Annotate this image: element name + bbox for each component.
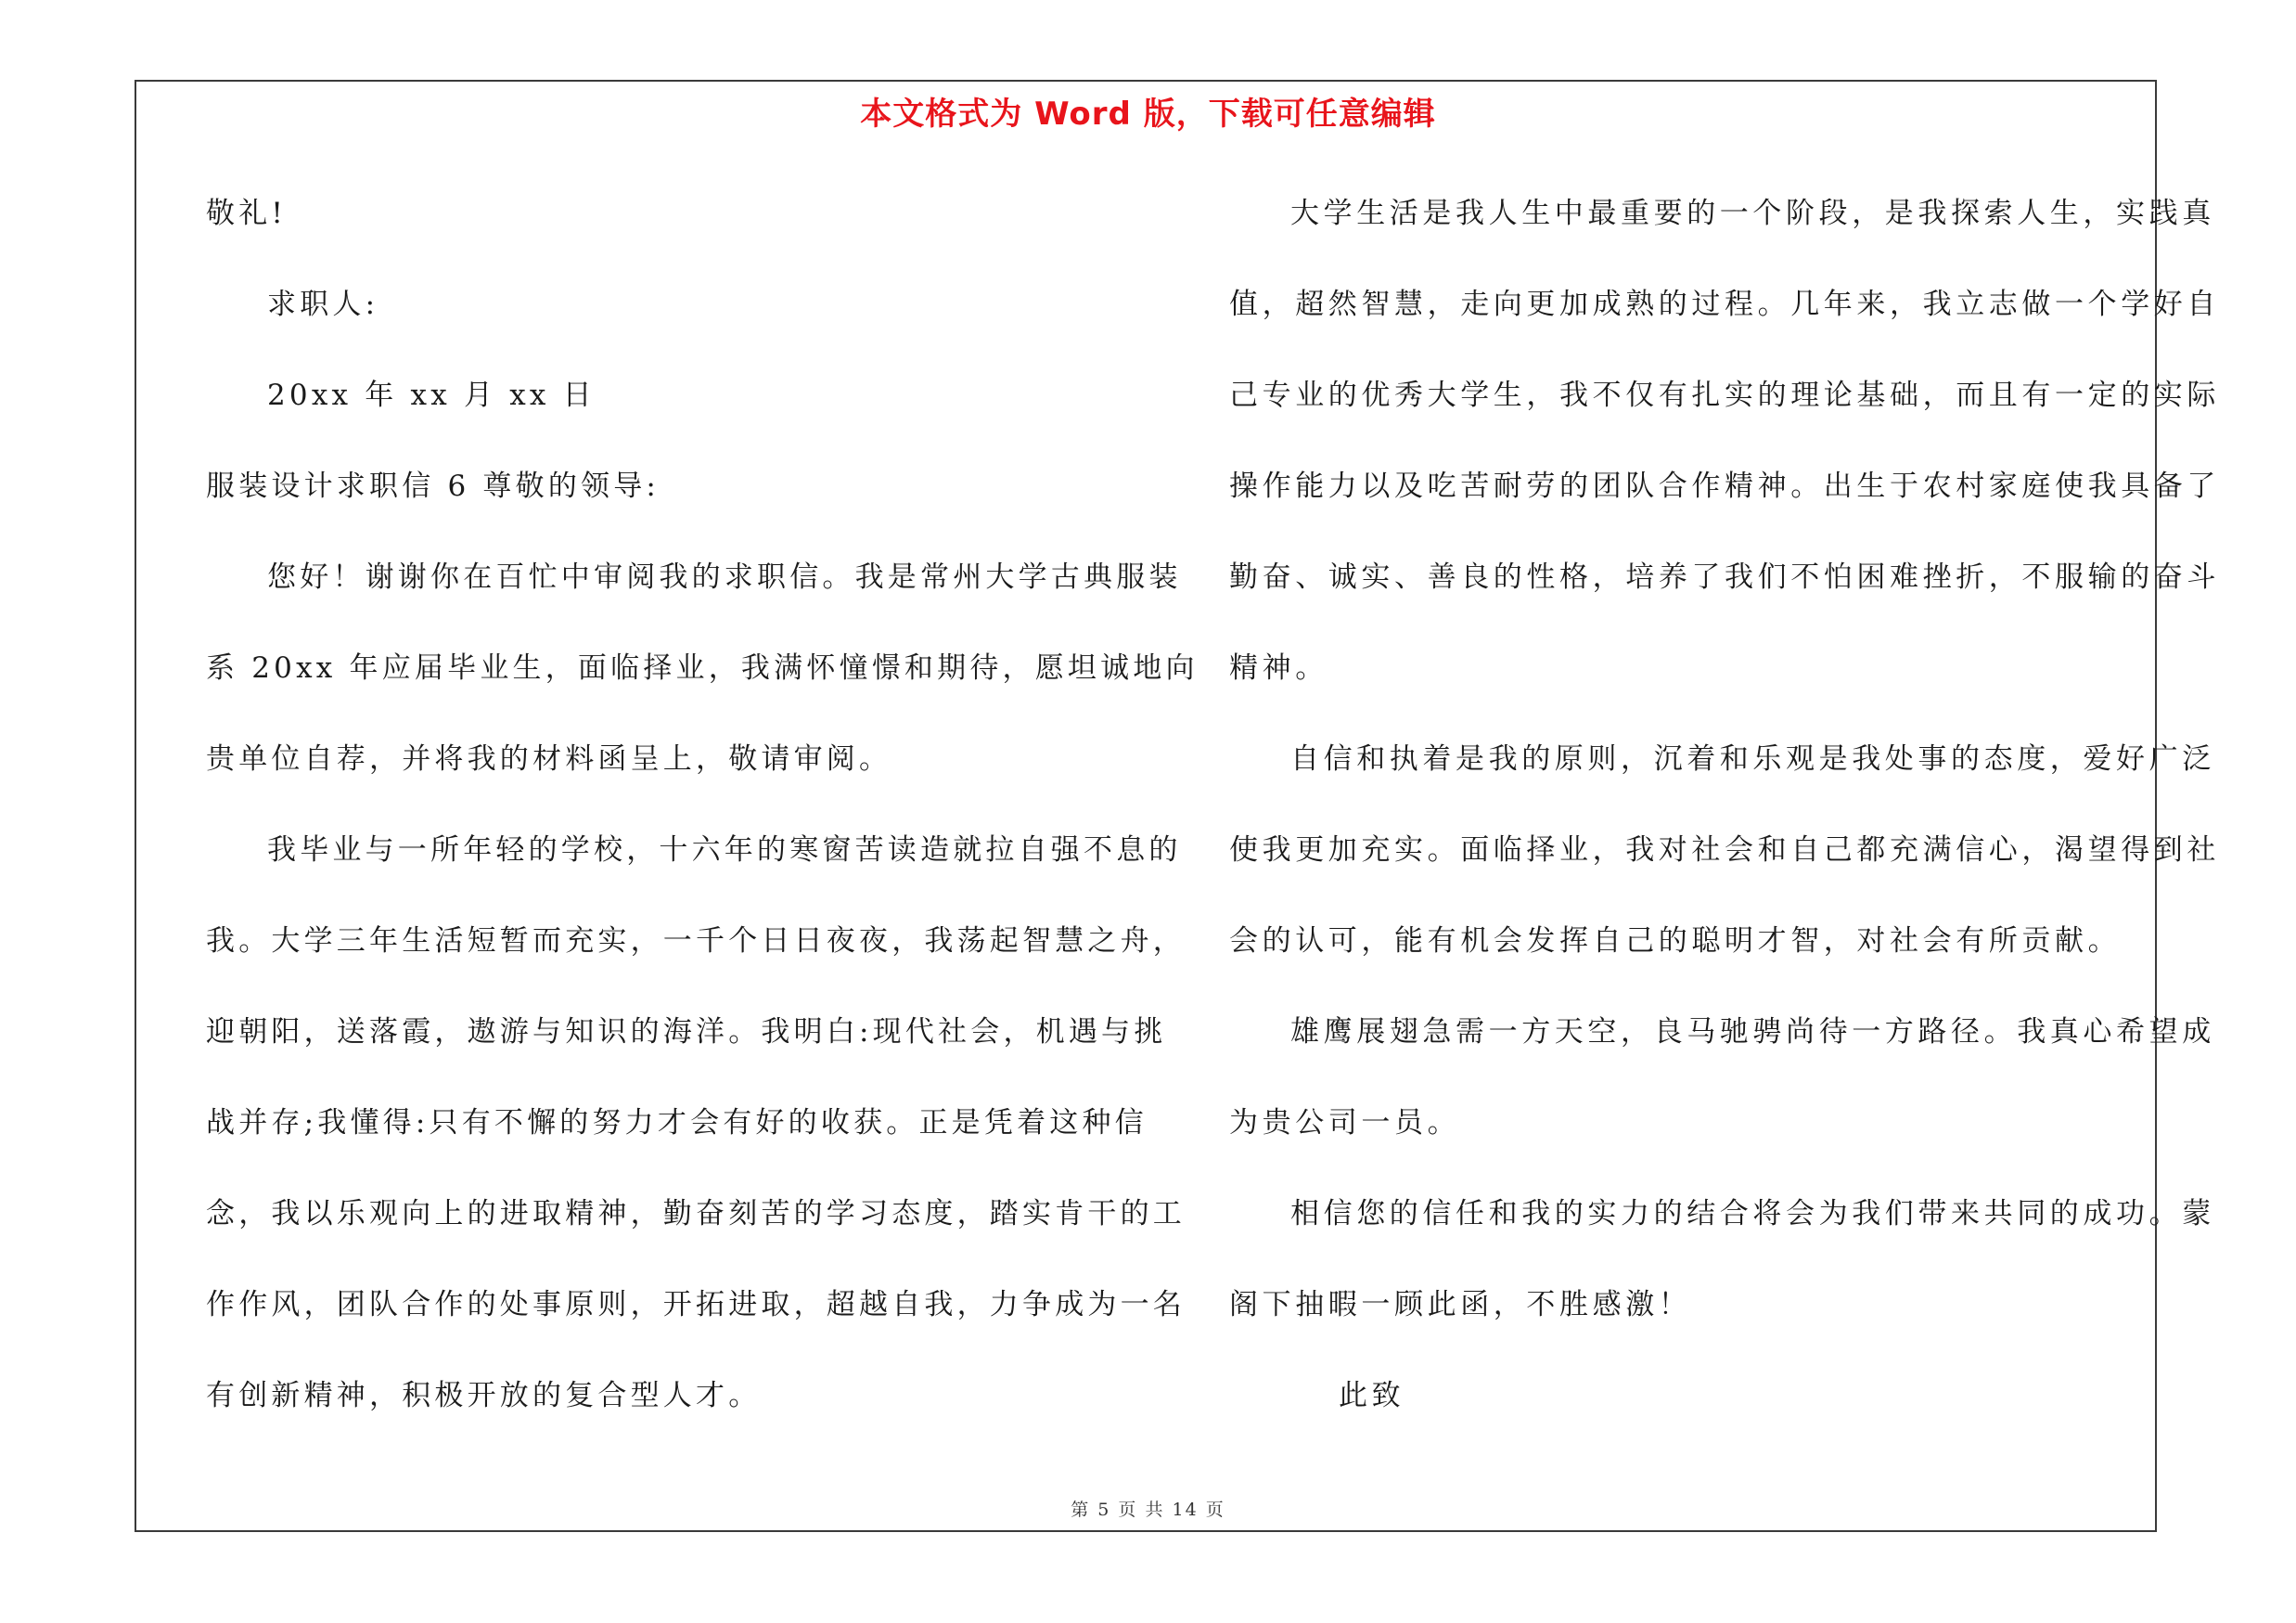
text-line: 战并存;我懂得:只有不懈的努力才会有好的收获。正是凭着这种信 (206, 1106, 1148, 1140)
text-line: 求职人: (267, 288, 379, 321)
text-line: 服装设计求职信 6 尊敬的领导: (206, 470, 661, 503)
text-line: 精神。 (1229, 651, 1328, 685)
text-line: 贵单位自荐，并将我的材料函呈上，敬请审阅。 (206, 742, 892, 776)
text-line: 此致 (1339, 1379, 1405, 1412)
text-line: 使我更加充实。面临择业，我对社会和自己都充满信心，渴望得到社 (1229, 833, 2220, 867)
text-line: 会的认可，能有机会发挥自己的聪明才智，对社会有所贡献。 (1229, 924, 2122, 958)
text-line: 值，超然智慧，走向更加成熟的过程。几年来，我立志做一个学好自 (1229, 288, 2220, 321)
text-line: 念，我以乐观向上的进取精神，勤奋刻苦的学习态度，踏实肯干的工 (206, 1197, 1186, 1230)
text-line: 20xx 年 xx 月 xx 日 (267, 379, 596, 412)
right-text-column (1229, 186, 2220, 1459)
text-line: 有创新精神，积极开放的复合型人才。 (206, 1379, 762, 1412)
text-line: 雄鹰展翅急需一方天空，良马驰骋尚待一方路径。我真心希望成 (1290, 1015, 2215, 1049)
text-line: 操作能力以及吃苦耐劳的团队合作精神。出生于农村家庭使我具备了 (1229, 470, 2220, 503)
text-line: 勤奋、诚实、善良的性格，培养了我们不怕困难挫折，不服输的奋斗 (1229, 560, 2220, 594)
text-line: 自信和执着是我的原则，沉着和乐观是我处事的态度，爱好广泛 (1290, 742, 2215, 776)
text-line: 相信您的信任和我的实力的结合将会为我们带来共同的成功。蒙 (1290, 1197, 2215, 1230)
text-line: 系 20xx 年应届毕业生，面临择业，我满怀憧憬和期待，愿坦诚地向 (206, 651, 1199, 685)
text-line: 敬礼! (206, 197, 288, 230)
text-line: 己专业的优秀大学生，我不仅有扎实的理论基础，而且有一定的实际 (1229, 379, 2220, 412)
text-line: 我毕业与一所年轻的学校，十六年的寒窗苦读造就拉自强不息的 (267, 833, 1182, 867)
text-line: 作作风，团队合作的处事原则，开拓进取，超越自我，力争成为一名 (206, 1288, 1186, 1321)
text-line: 为贵公司一员。 (1229, 1106, 1461, 1140)
format-notice-banner: 本文格式为 Word 版，下载可任意编辑 (860, 96, 1436, 133)
text-line: 我。大学三年生活短暂而充实，一千个日日夜夜，我荡起智慧之舟， (206, 924, 1186, 958)
text-line: 迎朝阳，送落霞，遨游与知识的海洋。我明白:现代社会，机遇与挑 (206, 1015, 1167, 1049)
text-line: 阁下抽暇一顾此函，不胜感激！ (1229, 1288, 1692, 1321)
page-number-footer: 第 5 页 共 14 页 (1071, 1500, 1225, 1520)
text-line: 大学生活是我人生中最重要的一个阶段，是我探索人生，实践真 (1290, 197, 2215, 230)
text-line: 您好！谢谢你在百忙中审阅我的求职信。我是常州大学古典服装 (267, 560, 1182, 594)
left-text-column (206, 186, 1199, 1459)
